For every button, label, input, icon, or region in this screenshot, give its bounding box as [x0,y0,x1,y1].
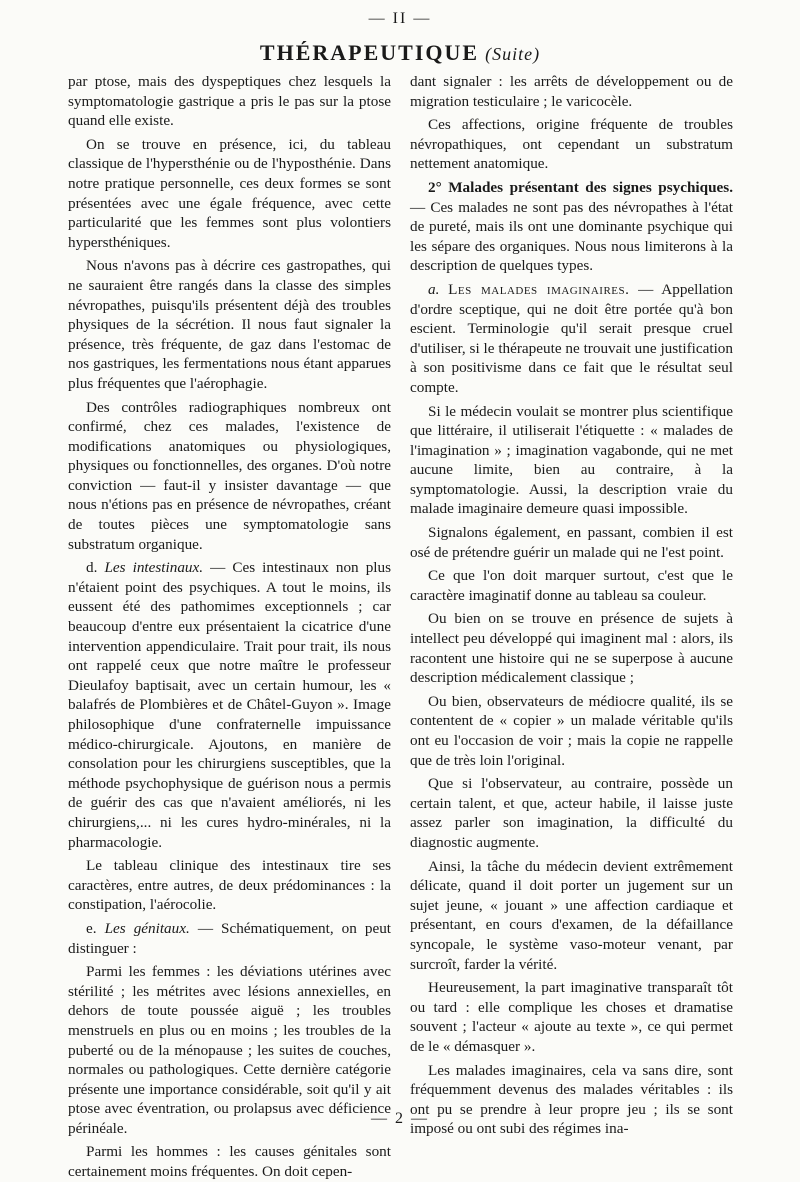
section-imaginaires [410,280,733,398]
paragraph: par ptose, mais des dyspeptiques chez lesquels la symptomatologie gastrique a pris le pas sur la ptose quand elle existe. [68,73,391,130]
section-text: — Schématiquement, on peut distinguer : [68,919,392,957]
section-heading: 2° Malades présentant des signes psychiques. [428,178,733,196]
page-title [0,40,800,66]
title-main: THÉRAPEUTIQUE [259,40,480,65]
section-label: d. [86,559,98,577]
paragraph: Ou bien on se trouve en présence de sujets à intellect peu développé qui imaginent mal : alors, ils racontent une histoire qui ne se superpose à aucune description médicalement classique ; [410,610,733,687]
section-label: a. [428,280,440,298]
section-heading: Les intestinaux. [104,559,204,577]
paragraph: Heureusement, la part imaginative transparaît tôt ou tard : elle complique les choses et dramatise souvent ; l'acteur « ajoute au texte », ce qui permet de le « démasquer ». [410,979,733,1055]
paragraph: Ce que l'on doit marquer surtout, c'est que le caractère imaginatif donne au tableau sa couleur. [410,567,733,604]
paragraph: Que si l'observateur, au contraire, possède un certain talent, et que, acteur habile, il laisse juste assez parler son imagination, la difficulté du diagnostic augmente. [410,775,733,851]
paragraph: Parmi les hommes : les causes génitales sont certainement moins fréquentes. On doit cepen- [68,1143,391,1181]
paragraph: Si le médecin voulait se montrer plus scientifique que littéraire, il utiliserait l'étiquette : « malades de l'imagination » ; imagination vagabonde, qui ne met aucune limite, bien au contraire, à la symptomatologie. Aussi, la description vraie du malade imaginaire demeure quasi impossible. [410,402,733,518]
paragraph: Des contrôles radiographiques nombreux ont confirmé, chez ces malades, l'existence de modifications anatomiques ou physiologiques, physiques ou fonctionnelles, des organes. D'où notre conviction — faut-il y insister davantage — que nous n'étions pas en présence de névropathes, créant de toutes pièces une symptomatologie sans substratum organique. [68,398,391,553]
section-intestinaux [68,558,391,852]
page-number-bottom: — 2 — [371,1110,429,1127]
section-psychiques [410,178,733,276]
title-suite: (Suite) [485,44,541,64]
paragraph: Les malades imaginaires, cela va sans dire, sont fréquemment devenus des malades véritables : ils ont pu se prendre à leur propre jeu ; ils se sont imposé ou ont subi des régimes ina- [410,1061,733,1138]
paragraph: On se trouve en présence, ici, du tableau classique de l'hypersthénie ou de l'hyposthénie. Dans notre pratique personnelle, ces deux formes se sont présentées avec une égale fréquence, avec cette particularité que les femmes sont plus volontiers hypersthéniques. [68,135,391,251]
right-column [410,72,733,1139]
section-text: — Ces malades ne sont pas des névropathes à l'état de pureté, mais ils ont une dominante psychique qui les sépare des organiques. Nous nous limiterons à la description de quelques types. [410,198,733,275]
section-heading: Les génitaux. [104,919,190,937]
section-heading: Les malades imaginaires. [448,280,630,298]
paragraph: Signalons également, en passant, combien il est osé de prétendre guérir un malade qui ne l'est point. [410,524,733,561]
section-label: e. [86,919,97,937]
paragraph: Nous n'avons pas à décrire ces gastropathes, qui ne sauraient être rangés dans la classe des simples névropathes, puisqu'ils présentent déjà des troubles physiques de la sécrétion. Il nous faut signaler la présence, très fréquente, de gaz dans l'estomac de nos gastriques, les fermentations nous étant apparues plus fréquentes que l'aérophagie. [68,257,391,392]
section-text: — Appellation d'ordre sceptique, qui ne doit être portée qu'à bon escient. Terminologie qu'il serait presque cruel d'utiliser, si le thérapeute ne trouvait une justification à son positivisme dans ce fait que le résultat seul compte. [410,280,733,396]
paragraph: dant signaler : les arrêts de développement ou de migration testiculaire ; le varicocèle. [410,73,733,110]
paragraph: Le tableau clinique des intestinaux tire ses caractères, entre autres, de deux prédominances : la constipation, l'aérocolie. [68,857,391,914]
left-column [68,72,391,1182]
section-text: — Ces intestinaux non plus n'étaient point des psychiques. A tout le moins, ils eussent été des pathomimes exceptionnels ; car beaucoup d'entre eux présentaient la cicatrice d'une intervention appendiculaire. Trait pour trait, ils nous ont rappelé ceux que notre maître le professeur Dieulafoy baptisait, avec un certain humour, les « balafrés de Plombières et de Châtel-Guyon ». Image philosophique d'une confraternelle impuissance médico-chirurgicale. Ajoutons, en manière de consolation pour les chirurgiens susceptibles, que la méthode psychophysique de guérison nous a permis de guérir des cas que n'avaient améliorés, ni les chirurgiens,... ni les cures hydro-minérales, ni la pharmacologie. [68,559,392,851]
page-number-top: — II — [368,10,432,27]
paragraph: Ainsi, la tâche du médecin devient extrêmement délicate, quand il doit porter un jugement sur un sujet jeune, « jouant » une affection cardiaque et présentant, en cours d'examen, de la défaillance syncopale, le système vaso-moteur venant, par surcroît, farder la vérité. [410,857,733,973]
paragraph: Parmi les femmes : les déviations utérines avec stérilité ; les métrites avec lésions annexielles, en dehors de toute poussée aiguë ; les troubles menstruels en plus ou en moins ; les troubles de la puberté ou de la ménopause ; les suites de couches, normales ou pathologiques. Cette dernière catégorie présente une importance considérable, soit qu'il y ait ptose avec éventration, ou prolapsus avec déficience périnéale. [68,963,391,1137]
paragraph: Ces affections, origine fréquente de troubles névropathiques, ont cependant un substratum nettement anatomique. [410,116,733,173]
section-genitaux [68,919,391,958]
paragraph: Ou bien, observateurs de médiocre qualité, ils se contentent de « copier » un malade véritable qu'ils ont eu l'occasion de voir ; mais la copie ne rappelle que de très loin l'original. [410,692,733,769]
